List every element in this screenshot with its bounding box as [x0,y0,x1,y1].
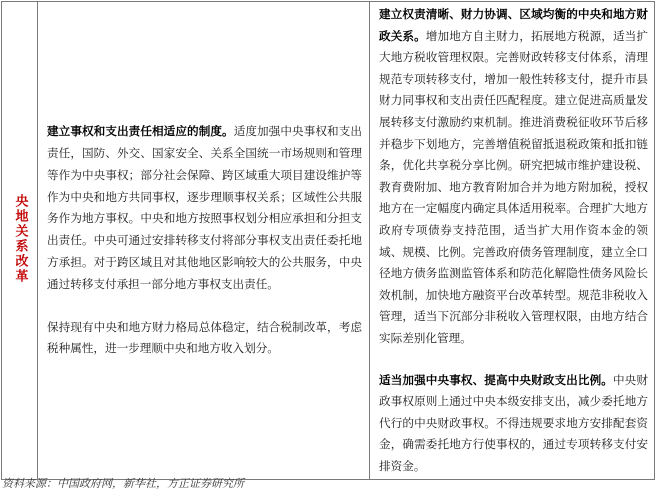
right-paragraph-1 [379,4,648,350]
left-body-text: 适度加强中央事权和支出责任，国防、外交、国家安全、关系全国统一市场规则和管理等作为中央事权；部分社会保障、跨区域重大项目建设维护等作为中央和地方共同事权，逐步理顺事权关系；区域性公共服务作为地方事权。中央和地方按照事权划分相应承担和分担支出责任。中央可通过安排转移支付将部分事权支出责任委托地方承担。对于跨区域且对其他地区影响较大的公共服务，中央通过转移支付承担一部分地方事权支出责任。 [47,124,362,291]
table-row [2,2,655,480]
reform-comparison-table [1,1,655,480]
right-body-text-1: 增加地方自主财力，拓展地方税源，适当扩大地方税收管理权限。完善财政转移支付体系，清理规范专项转移支付，增加一般性转移支付，提升市县财力同事权和支出责任匹配程度。建立促进高质量发展转移支付激励约束机制。推进消费税征收环节后移并稳步下划地方，完善增值税留抵退税政策和抵扣链条，优化共享税分享比例。研究把城市维护建设税、教育费附加、地方教育附加合并为地方附加税，授权地方在一定幅度内确定具体适用税率。合理扩大地方政府专项债券支持范围，适当扩大用作资本金的领域、规模、比例。完善政府债务管理制度，建立全口径地方债务监测监管体系和防范化解隐性债务风险长效机制，加快地方融资平台改革转型。规范非税收入管理，适当下沉部分非税收入管理权限，由地方结合实际差别化管理。 [379,28,648,345]
category-label: 央地关系改革 [12,193,28,284]
category-cell [2,2,38,480]
right-content-cell [370,2,655,480]
left-paragraph-1 [47,121,362,295]
right-lead-text-1: 建立权责清晰、财力协调、区域均衡的中央和地方财政关系。 [379,7,648,43]
left-lead-text: 建立事权和支出责任相适应的制度。 [47,124,234,139]
right-body-text-2: 中央财政事权原则上通过中央本级安排支出，减少委托地方代行的中央财政事权。不得违规要求地方安排配套资金，确需委托地方行使事权的，通过专项转移支付安排资金。 [379,372,648,473]
right-lead-text-2: 适当加强中央事权、提高中央财政支出比例。 [379,372,613,387]
source-note: 资料来源：中国政府网，新华社，方正证券研究所 [2,477,244,490]
left-content-cell [38,2,370,480]
right-paragraph-2 [379,370,648,478]
left-paragraph-2: 保持现有中央和地方财力格局总体稳定，结合税制改革，考虑税种属性，进一步理顺中央和地方收入划分。 [47,319,362,356]
